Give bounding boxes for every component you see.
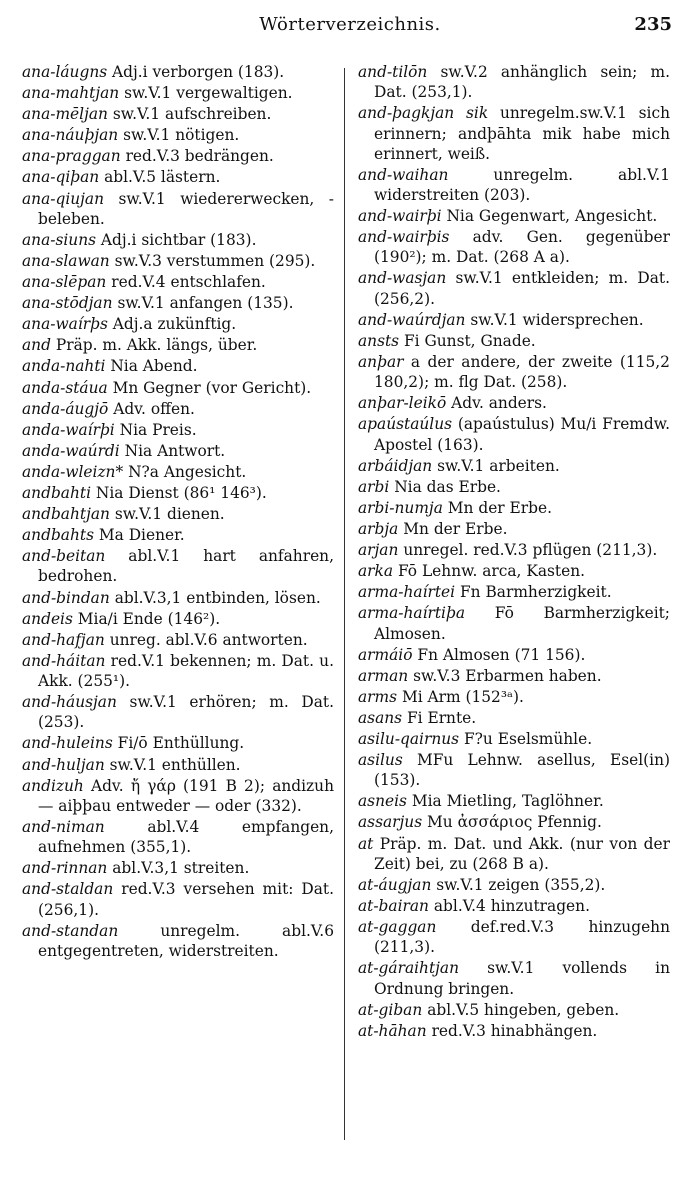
entry-headword: arjan (358, 541, 399, 560)
entry-headword: ana-mēljan (22, 105, 108, 124)
entry-headword: arms (358, 687, 398, 706)
entry-headword: andeis (22, 609, 73, 628)
dictionary-entry (22, 692, 334, 732)
entry-definition: Nia Gegenwart, Angesicht. (446, 207, 658, 226)
entry-headword: and-waúrdjan (358, 310, 466, 329)
dictionary-entry (358, 268, 670, 308)
dictionary-entry (22, 483, 334, 503)
entry-headword: and-waihan (358, 165, 449, 184)
dictionary-entry (358, 687, 670, 707)
dictionary-entry (358, 456, 670, 476)
entry-definition: sw.V.2 anhänglich sein; m. Dat. (253,1). (374, 63, 670, 102)
entry-definition: Adj.i sichtbar (183). (100, 230, 257, 249)
dictionary-entry (22, 104, 334, 124)
entry-definition: Nia Preis. (119, 420, 197, 439)
entry-headword: apaústaúlus (358, 415, 453, 434)
dictionary-entry (22, 462, 334, 482)
entry-definition: abl.V.5 hingeben, geben. (427, 1000, 620, 1019)
dictionary-entry (22, 314, 334, 334)
entry-headword: at-gáraihtjan (358, 959, 460, 978)
dictionary-entry (22, 817, 334, 857)
dictionary-entry (358, 62, 670, 102)
entry-headword: at-hāhan (358, 1021, 427, 1040)
dictionary-entry (358, 729, 670, 749)
entry-headword: and-huljan (22, 755, 105, 774)
entry-definition: abl.V.3,1 entbinden, lösen. (114, 588, 321, 607)
entry-definition: abl.V.4 empfangen, aufnehmen (355,1). (38, 817, 334, 857)
dictionary-entry (358, 812, 670, 832)
entry-headword: ana-láugns (22, 63, 108, 81)
entry-headword: and-staldan (22, 880, 114, 899)
entry-definition: adv. Gen. gegenüber (190²); m. Dat. (268 A a). (374, 228, 670, 267)
dictionary-entry (358, 666, 670, 686)
entry-headword: and-rinnan (22, 859, 108, 878)
entry-definition: sw.V.1 aufschreiben. (112, 105, 272, 124)
dictionary-entry (22, 189, 334, 229)
entry-definition: sw.V.1 anfangen (135). (117, 294, 294, 313)
entry-definition: unreg. abl.V.6 antworten. (109, 630, 308, 649)
entry-headword: at-gaggan (358, 918, 437, 937)
entry-headword: anda-wleizn* (22, 462, 124, 481)
entry-headword: at-bairan (358, 896, 429, 915)
dictionary-entry (22, 546, 334, 586)
entry-definition: red.V.3 versehen mit: Dat. (256,1). (38, 880, 334, 919)
entry-definition: abl.V.3,1 streiten. (112, 859, 250, 878)
dictionary-entry (22, 776, 334, 816)
entry-definition: (apaústulus) Mu/i Fremdw. Apostel (163). (374, 415, 670, 454)
dictionary-entry (22, 251, 334, 271)
entry-definition: sw.V.3 Erbarmen haben. (413, 666, 602, 685)
entry-headword: and-huleins (22, 734, 113, 753)
entry-headword: asneis (358, 792, 407, 811)
entry-definition: Mn der Erbe. (447, 498, 552, 517)
dictionary-entry (22, 921, 334, 961)
dictionary-entry (22, 420, 334, 440)
entry-definition: Adv. ἤ γάρ (191 B 2); andizuh — aiþþau entweder — oder (332). (38, 776, 334, 815)
entry-definition: Mn der Erbe. (403, 519, 508, 538)
entry-definition: unregelm. abl.V.1 widerstreiten (203). (374, 165, 670, 204)
dictionary-entry (22, 272, 334, 292)
dictionary-entry (358, 917, 670, 957)
entry-definition: N?a Angesicht. (128, 462, 247, 481)
entry-definition: Präp. m. Dat. und Akk. (nur von der Zeit) bei, zu (268 B a). (374, 834, 670, 873)
entry-definition: Mia/i Ende (146²). (77, 609, 221, 628)
entry-definition: sw.V.1 wiedererwecken, -beleben. (38, 189, 334, 228)
entry-definition: sw.V.1 arbeiten. (437, 456, 560, 475)
entry-definition: sw.V.1 dienen. (114, 505, 225, 524)
entry-headword: and-háitan (22, 651, 106, 670)
entry-definition: Ma Diener. (98, 526, 185, 545)
entry-headword: and-wairþis (358, 228, 450, 247)
entry-definition: a der andere, der zweite (115,2 180,2); m. flg Dat. (258). (374, 352, 670, 392)
entry-definition: Fō Lehnw. arca, Kasten. (397, 562, 586, 581)
entry-headword: and-hafjan (22, 630, 105, 649)
entry-definition: sw.V.3 verstummen (295). (114, 251, 316, 270)
entry-definition: Mia Mietling, Taglöhner. (411, 792, 604, 811)
entry-definition: Nia Dienst (86¹ 146³). (95, 483, 267, 502)
entry-headword: and-niman (22, 817, 105, 836)
dictionary-entry (358, 310, 670, 330)
entry-headword: arbáidjan (358, 456, 433, 475)
dictionary-entry (22, 441, 334, 461)
dictionary-entry (22, 62, 334, 82)
entry-headword: ana-praggan (22, 147, 121, 166)
dictionary-entry (22, 525, 334, 545)
entry-headword: and (22, 336, 51, 355)
entry-definition: sw.V.1 nötigen. (123, 126, 240, 145)
entry-headword: at (358, 834, 374, 853)
dictionary-entry (22, 879, 334, 919)
entry-definition: red.V.1 bekennen; m. Dat. u. Akk. (255¹). (38, 651, 334, 691)
entry-headword: and-þagkjan sik (358, 104, 489, 123)
entry-headword: and-tilōn (358, 63, 428, 81)
entry-definition: sw.V.1 erhören; m. Dat. (253). (38, 693, 334, 732)
entry-headword: at-giban (358, 1000, 423, 1019)
entry-headword: anda-waúrdi (22, 441, 120, 460)
entry-definition: sw.V.1 vergewaltigen. (124, 84, 293, 103)
entry-headword: ana-waírþs (22, 315, 108, 334)
dictionary-entry (22, 83, 334, 103)
dictionary-entry (358, 498, 670, 518)
entry-headword: ansts (358, 331, 400, 350)
left-column (22, 62, 334, 962)
entry-definition: F?u Eselsmühle. (463, 729, 593, 748)
dictionary-entry (358, 352, 670, 392)
dictionary-entry (22, 609, 334, 629)
entry-headword: armáiō (358, 645, 413, 664)
entry-definition: def.red.V.3 hinzugehn (211,3). (374, 918, 670, 957)
dictionary-entry (22, 755, 334, 775)
entry-headword: arma-haírtei (358, 583, 456, 602)
entry-definition: unregelm. abl.V.6 entgegentreten, widerstreiten. (38, 921, 334, 960)
dictionary-entry (22, 146, 334, 166)
entry-headword: andizuh (22, 776, 84, 795)
dictionary-entry (358, 103, 670, 164)
dictionary-entry (358, 540, 670, 560)
entry-headword: and-háusjan (22, 693, 117, 712)
entry-definition: Präp. m. Akk. längs, über. (55, 336, 258, 355)
entry-definition: Mn Gegner (vor Gericht). (112, 378, 312, 397)
dictionary-entry (358, 519, 670, 539)
dictionary-entry (22, 504, 334, 524)
entry-headword: arka (358, 562, 394, 581)
dictionary-entry (358, 165, 670, 205)
entry-headword: ana-qiþan (22, 168, 100, 187)
dictionary-entry (22, 167, 334, 187)
dictionary-entry (22, 399, 334, 419)
entry-definition: Adj.i verborgen (183). (112, 63, 285, 81)
page-number: 235 (634, 14, 672, 35)
dictionary-entry (358, 750, 670, 790)
entry-definition: Fn Barmherzigkeit. (460, 583, 612, 602)
entry-headword: and-bindan (22, 588, 110, 607)
dictionary-entry (358, 708, 670, 728)
entry-definition: sw.V.1 vollends in Ordnung bringen. (374, 959, 670, 998)
dictionary-entry (358, 477, 670, 497)
entry-headword: anda-waírþi (22, 420, 115, 439)
dictionary-entry (358, 896, 670, 916)
entry-definition: red.V.3 hinabhängen. (431, 1021, 598, 1040)
entry-definition: Nia das Erbe. (394, 477, 501, 496)
entry-definition: abl.V.5 lästern. (104, 168, 221, 187)
dictionary-entry (22, 230, 334, 250)
entry-headword: arbi-numja (358, 498, 443, 517)
dictionary-entry (358, 206, 670, 226)
entry-definition: sw.V.1 widersprechen. (470, 310, 644, 329)
dictionary-entry (358, 834, 670, 874)
entry-headword: anda-áugjō (22, 399, 109, 418)
dictionary-entry (22, 335, 334, 355)
entry-definition: Mi Arm (152³ᵃ). (401, 687, 524, 706)
entry-definition: Adv. anders. (451, 394, 547, 413)
entry-headword: asilus (358, 751, 403, 770)
dictionary-entry (22, 378, 334, 398)
entry-definition: Nia Abend. (110, 357, 198, 376)
dictionary-entry (358, 958, 670, 998)
entry-headword: anþar-leikō (358, 394, 447, 413)
dictionary-entry (358, 603, 670, 643)
entry-headword: andbahts (22, 526, 94, 545)
entry-definition: Fō Barmherzigkeit; Almosen. (374, 604, 670, 643)
entry-headword: and-beitan (22, 547, 106, 566)
dictionary-entry (358, 414, 670, 454)
dictionary-entry (358, 875, 670, 895)
entry-headword: and-standan (22, 921, 119, 940)
entry-definition: abl.V.1 hart anfahren, bedrohen. (38, 547, 334, 586)
entry-headword: ana-mahtjan (22, 84, 120, 103)
dictionary-entry (22, 858, 334, 878)
entry-definition: abl.V.4 hinzutragen. (433, 896, 590, 915)
entry-headword: arma-haírtiþa (358, 604, 466, 623)
entry-headword: andbahtjan (22, 505, 110, 524)
entry-headword: and-wairþi (358, 207, 442, 226)
entry-headword: andbahti (22, 483, 91, 502)
dictionary-entry (22, 125, 334, 145)
dictionary-entry (358, 582, 670, 602)
entry-headword: ana-slēpan (22, 273, 107, 292)
entry-definition: sw.V.1 entkleiden; m. Dat. (256,2). (374, 269, 670, 308)
entry-definition: Fi Ernte. (406, 708, 477, 727)
page-header (0, 14, 700, 42)
dictionary-entry (22, 651, 334, 691)
entry-headword: and-wasjan (358, 269, 447, 288)
entry-headword: at-áugjan (358, 875, 432, 894)
entry-headword: asans (358, 708, 403, 727)
entry-headword: ana-qiujan (22, 189, 105, 208)
entry-headword: ana-náuþjan (22, 126, 119, 145)
dictionary-entry (22, 293, 334, 313)
dictionary-entry (22, 588, 334, 608)
dictionary-entry (358, 1000, 670, 1020)
entry-definition: unregel. red.V.3 pflügen (211,3). (403, 541, 658, 560)
entry-headword: anda-stáua (22, 378, 108, 397)
entry-definition: red.V.3 bedrängen. (125, 147, 274, 166)
entry-headword: ana-slawan (22, 251, 110, 270)
entry-definition: Fi Gunst, Gnade. (403, 331, 536, 350)
entry-definition: MFu Lehnw. asellus, Esel(in) (153). (374, 751, 670, 790)
entry-headword: ana-siuns (22, 230, 97, 249)
running-title: Wörterverzeichnis. (259, 14, 441, 35)
dictionary-entry (358, 791, 670, 811)
entry-headword: anda-nahti (22, 357, 106, 376)
dictionary-entry (358, 1021, 670, 1041)
entry-definition: Adv. offen. (113, 399, 195, 418)
right-column (358, 62, 670, 1042)
entry-headword: arbi (358, 477, 390, 496)
entry-definition: sw.V.1 enthüllen. (109, 755, 241, 774)
entry-headword: anþar (358, 352, 404, 371)
dictionary-entry (22, 630, 334, 650)
dictionary-entry (358, 393, 670, 413)
dictionary-entry (358, 331, 670, 351)
entry-headword: asilu-qairnus (358, 729, 460, 748)
entry-headword: arbja (358, 519, 399, 538)
entry-headword: ana-stōdjan (22, 294, 113, 313)
entry-headword: assarjus (358, 813, 423, 832)
entry-definition: red.V.4 entschlafen. (111, 273, 266, 292)
column-divider (344, 68, 345, 1140)
entry-headword: arman (358, 666, 409, 685)
entry-definition: unregelm.sw.V.1 sich erinnern; andþāhta mik habe mich erinnert, weiß. (374, 104, 670, 163)
entry-definition: Fi/ō Enthüllung. (117, 734, 245, 753)
dictionary-entry (358, 561, 670, 581)
entry-definition: Nia Antwort. (124, 441, 226, 460)
dictionary-entry (22, 356, 334, 376)
entry-definition: Fn Almosen (71 156). (417, 645, 586, 664)
dictionary-entry (22, 733, 334, 753)
dictionary-entry (358, 645, 670, 665)
entry-definition: sw.V.1 zeigen (355,2). (436, 875, 606, 894)
entry-definition: Adj.a zukünftig. (112, 315, 237, 334)
dictionary-entry (358, 227, 670, 267)
entry-definition: Mu ἀσσάριος Pfennig. (427, 813, 602, 832)
